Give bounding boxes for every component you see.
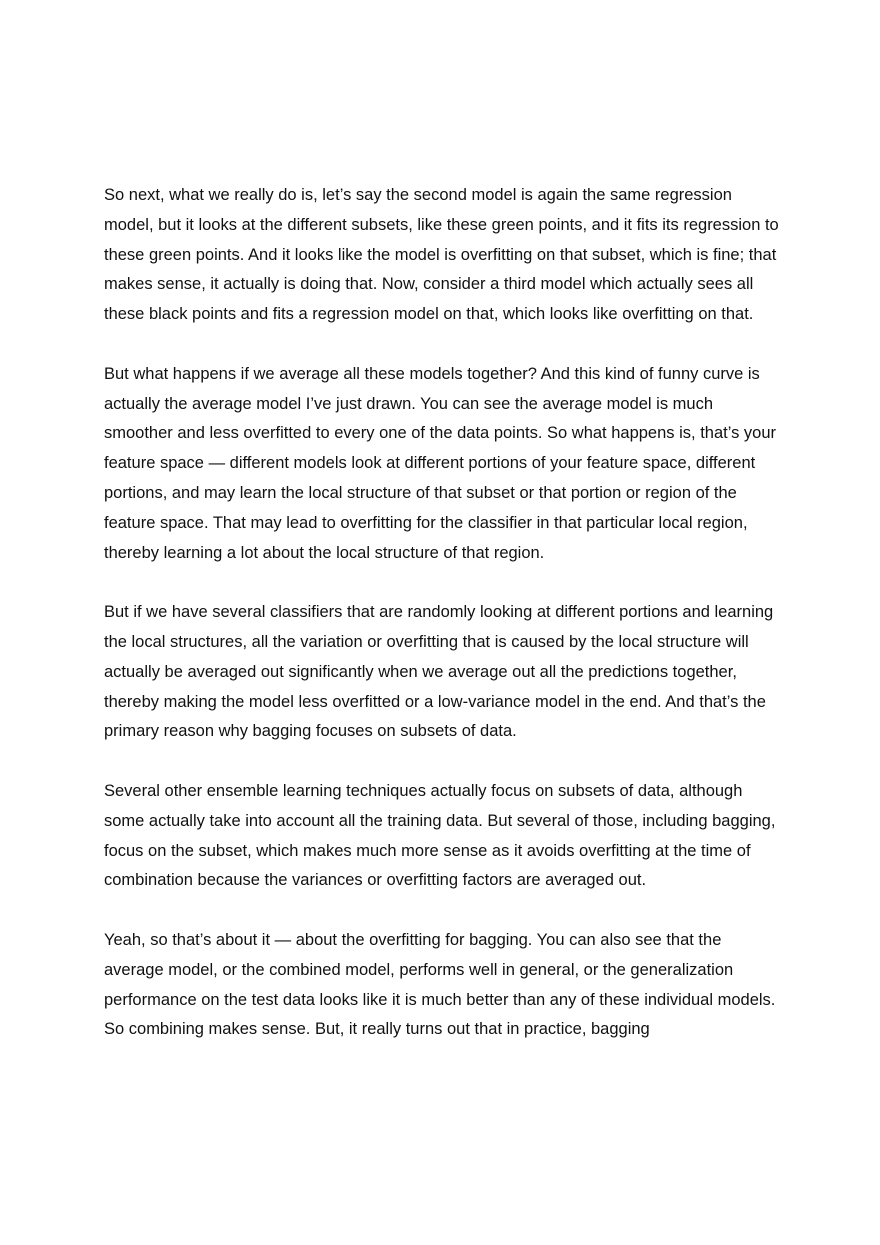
paragraph-3: But if we have several classifiers that are randomly looking at different portions and learning the local structures, all the variation or overfitting that is caused by the local structure will actually be averaged out significantly when we average out all the predictions together, thereby making the model less overfitted or a low-variance model in the end. And that’s the primary reason why bagging focuses on subsets of data.	[104, 603, 774, 741]
paragraph-2: But what happens if we average all these models together? And this kind of funny curve is actually the average model I’ve just drawn. You can see the average model is much smoother and less overfitted to every one of the data points. So what happens is, that’s your feature space — different models look at different portions of your feature space, different portions, and may learn the local structure of that subset or that portion or region of the feature space. That may lead to overfitting for the classifier in that particular local region, thereby learning a lot about the local structure of that region.	[104, 364, 777, 562]
paragraph-4: Several other ensemble learning techniques actually focus on subsets of data, although some actually take into account all the training data. But several of those, including bagging, focus on the subset, which makes much more sense as it avoids overfitting at the time of combination because the variances or overfitting factors are averaged out.	[104, 781, 776, 890]
paragraph-5: Yeah, so that’s about it — about the overfitting for bagging. You can also see that the average model, or the combined model, performs well in general, or the generalization performance on the test data looks like it is much better than any of these individual models. So combining makes sense. But, it really turns out that in practice, bagging	[104, 930, 776, 1039]
document-body	[104, 181, 784, 1045]
paragraph-1: So next, what we really do is, let’s say the second model is again the same regression model, but it looks at the different subsets, like these green points, and it fits its regression to these green points. And it looks like the model is overfitting on that subset, which is fine; that makes sense, it actually is doing that. Now, consider a third model which actually sees all these black points and fits a regression model on that, which looks like overfitting on that.	[104, 186, 779, 324]
